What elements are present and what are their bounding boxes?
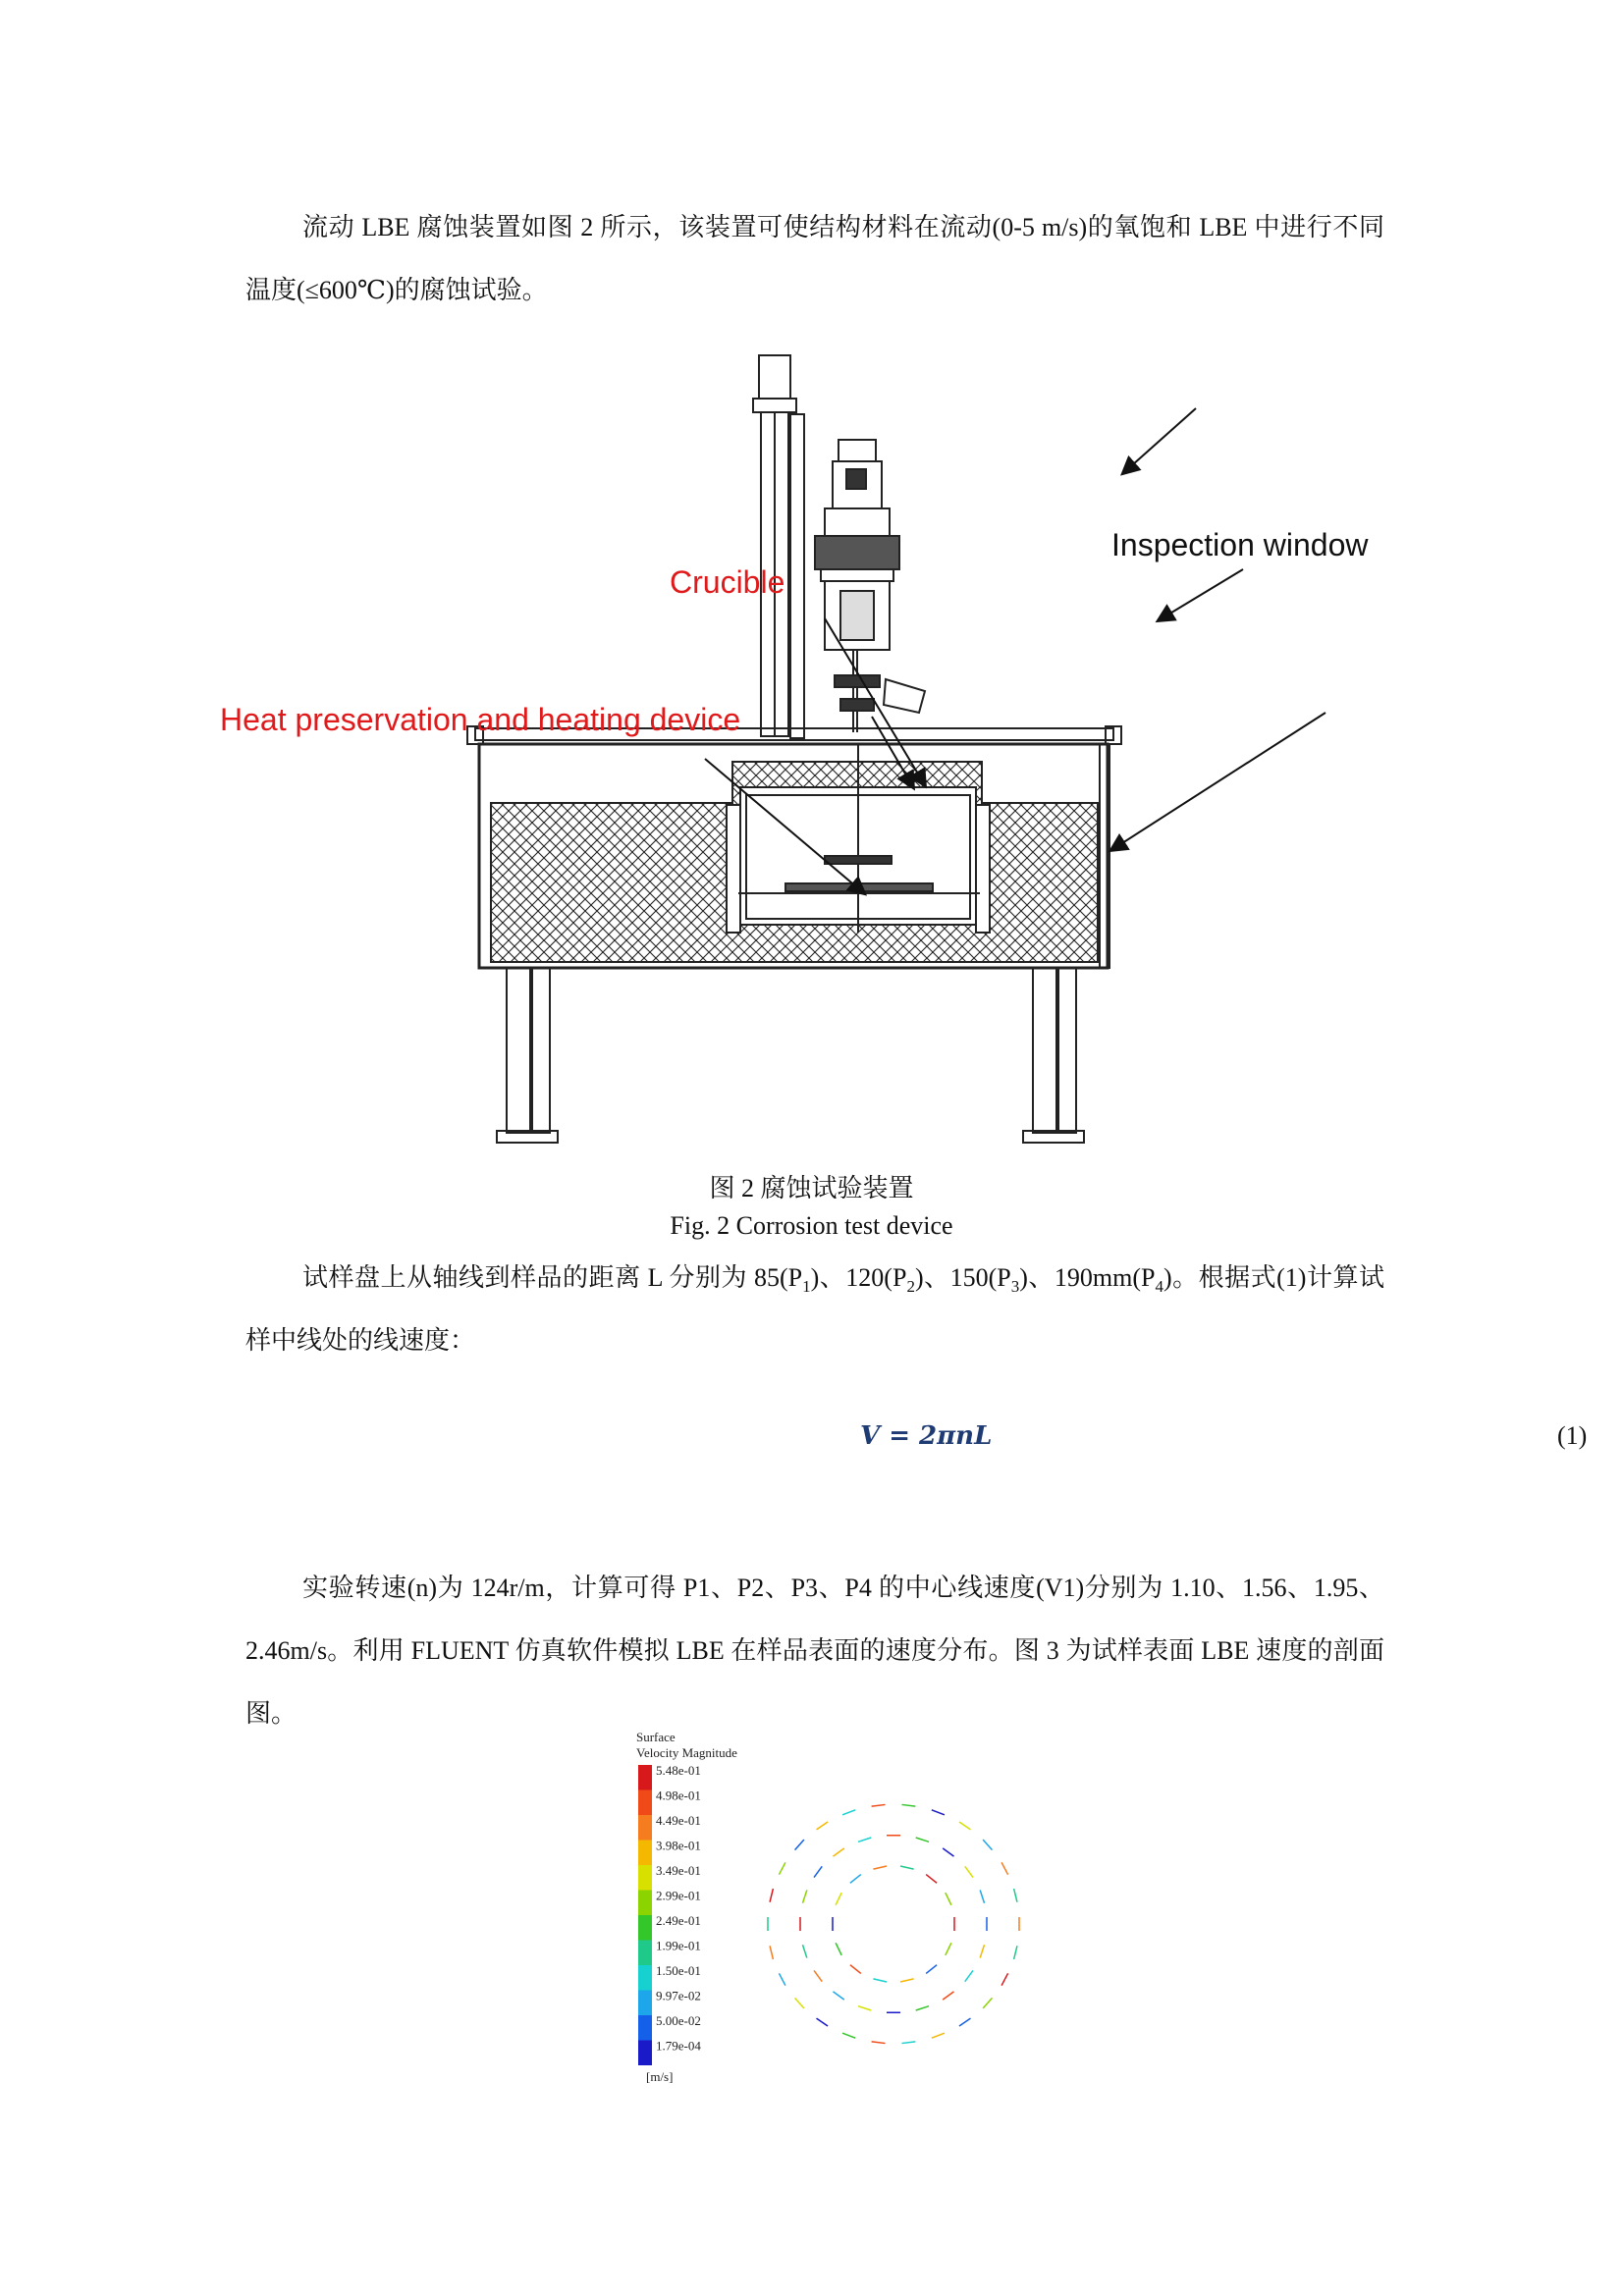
- velocity-vector: [779, 1973, 785, 1985]
- legend-value: 4.98e-01: [656, 1788, 701, 1803]
- velocity-vector: [980, 1890, 984, 1902]
- velocity-vector: [814, 1970, 822, 1981]
- velocity-vector: [795, 1840, 804, 1849]
- velocity-vector: [872, 2042, 886, 2044]
- velocity-vector: [965, 1866, 973, 1877]
- velocity-vector: [943, 1848, 953, 1856]
- figure2-caption-cn: 图 2 腐蚀试验装置: [709, 1174, 914, 1202]
- velocity-vector: [770, 1946, 773, 1959]
- velocity-vector: [926, 1965, 937, 1974]
- equation-number: (1): [1557, 1421, 1588, 1450]
- legend-value: 2.49e-01: [656, 1913, 701, 1928]
- velocity-vector: [916, 1838, 929, 1842]
- velocity-vector: [872, 1804, 886, 1806]
- velocity-vector: [802, 1945, 806, 1957]
- label-crucible: Crucible: [670, 564, 785, 600]
- velocity-vector: [836, 1943, 841, 1955]
- paragraph-intro: 流动 LBE 腐蚀装置如图 2 所示，该装置可使结构材料在流动(0-5 m/s)的氧饱和 LBE 中进行不同温度(≤600℃)的腐蚀试验。: [245, 213, 1384, 304]
- figure-velocity-profile: [619, 1728, 1031, 2091]
- legend-value: 9.97e-02: [656, 1988, 701, 2003]
- velocity-vector: [980, 1945, 984, 1957]
- velocity-vector: [770, 1889, 773, 1902]
- figure2-caption-en: Fig. 2 Corrosion test device: [670, 1211, 953, 1240]
- velocity-vector: [959, 2018, 971, 2026]
- equation-linear-velocity: V = 2πnL: [860, 1421, 993, 1451]
- legend-swatch: [638, 1965, 652, 1991]
- velocity-vector: [817, 1822, 829, 1830]
- velocity-vector: [842, 2033, 855, 2038]
- paragraph-simulation: 实验转速(n)为 124r/m，计算可得 P1、P2、P3、P4 的中心线速度(V1)分别为 1.10、1.56、1.95、2.46m/s。利用 FLUENT 仿真软件模拟 LBE 在样品表面的速度分布。图 3 为试样表面 LBE 速度的剖面图。: [245, 1574, 1384, 1728]
- velocity-vector: [983, 1998, 992, 2007]
- legend-value: 4.49e-01: [656, 1813, 701, 1828]
- lift-mast: [753, 355, 804, 738]
- velocity-vector: [814, 1866, 822, 1877]
- legend-title-surface: Surface: [636, 1730, 676, 1744]
- velocity-vector: [850, 1965, 861, 1974]
- legend-title-velocity: Velocity Magnitude: [636, 1745, 737, 1760]
- velocity-vector: [873, 1866, 887, 1869]
- velocity-vector: [836, 1893, 841, 1905]
- velocity-vector: [901, 2042, 915, 2044]
- velocity-vector: [842, 1810, 855, 1815]
- velocity-vector: [932, 1810, 945, 1815]
- legend-value: 2.99e-01: [656, 1888, 701, 1903]
- legend-swatch: [638, 1941, 652, 1966]
- figure-corrosion-device: [196, 334, 1434, 1148]
- legend-swatch: [638, 1991, 652, 2016]
- support-legs: [497, 968, 1084, 1143]
- legend-value: 5.48e-01: [656, 1763, 701, 1778]
- label-heating-device: Heat preservation and heating device: [220, 702, 741, 737]
- legend-value: 3.49e-01: [656, 1863, 701, 1878]
- legend-swatch: [638, 1915, 652, 1941]
- legend-value: 1.99e-01: [656, 1938, 701, 1953]
- velocity-vector: [946, 1943, 951, 1955]
- legend-swatch: [638, 1865, 652, 1891]
- velocity-vector: [946, 1893, 951, 1905]
- velocity-vector: [833, 1992, 843, 2000]
- velocity-vector: [779, 1862, 785, 1874]
- velocity-legend: [638, 1763, 701, 2065]
- velocity-vector: [926, 1875, 937, 1884]
- velocity-vector: [1001, 1973, 1008, 1985]
- velocity-vector: [900, 1979, 914, 1982]
- velocity-vector: [932, 2033, 945, 2038]
- legend-unit: [m/s]: [646, 2069, 674, 2084]
- velocity-vector: [1014, 1946, 1017, 1959]
- velocity-vector: [1001, 1862, 1008, 1874]
- velocity-vector: [850, 1875, 861, 1884]
- legend-value: 1.50e-01: [656, 1963, 701, 1978]
- velocity-vector: [900, 1866, 914, 1869]
- legend-swatch: [638, 1765, 652, 1790]
- legend-swatch: [638, 1841, 652, 1866]
- legend-swatch: [638, 2041, 652, 2066]
- velocity-vector: [802, 1890, 806, 1902]
- velocity-vector: [959, 1822, 971, 1830]
- velocity-vector: [965, 1970, 973, 1981]
- velocity-vector: [983, 1840, 992, 1849]
- velocity-vector: [858, 2006, 871, 2010]
- stir-motor: [815, 440, 925, 732]
- velocity-vector: [1014, 1889, 1017, 1902]
- velocity-vector: [817, 2018, 829, 2026]
- legend-value: 1.79e-04: [656, 2038, 701, 2054]
- paragraph-distances: 试样盘上从轴线到样品的距离 L 分别为 $85(P_1)$、$120(P_2)$、$150(P_3)$、$190mm(P_4)$。根据式(1)计算试样中线处的线速度：: [245, 1263, 1384, 1355]
- velocity-vector: [833, 1848, 843, 1856]
- legend-swatch: [638, 1815, 652, 1841]
- velocity-vector: [943, 1992, 953, 2000]
- legend-swatch: [638, 2015, 652, 2041]
- legend-value: 5.00e-02: [656, 2013, 701, 2028]
- velocity-vector: [873, 1979, 887, 1982]
- velocity-vector: [858, 1838, 871, 1842]
- legend-swatch: [638, 1891, 652, 1916]
- velocity-vector: [916, 2006, 929, 2010]
- velocity-vector: [795, 1998, 804, 2007]
- velocity-vectors: [768, 1804, 1019, 2043]
- legend-swatch: [638, 1790, 652, 1816]
- label-inspection-window: Inspection window: [1111, 527, 1369, 562]
- legend-value: 3.98e-01: [656, 1838, 701, 1853]
- velocity-vector: [901, 1804, 915, 1806]
